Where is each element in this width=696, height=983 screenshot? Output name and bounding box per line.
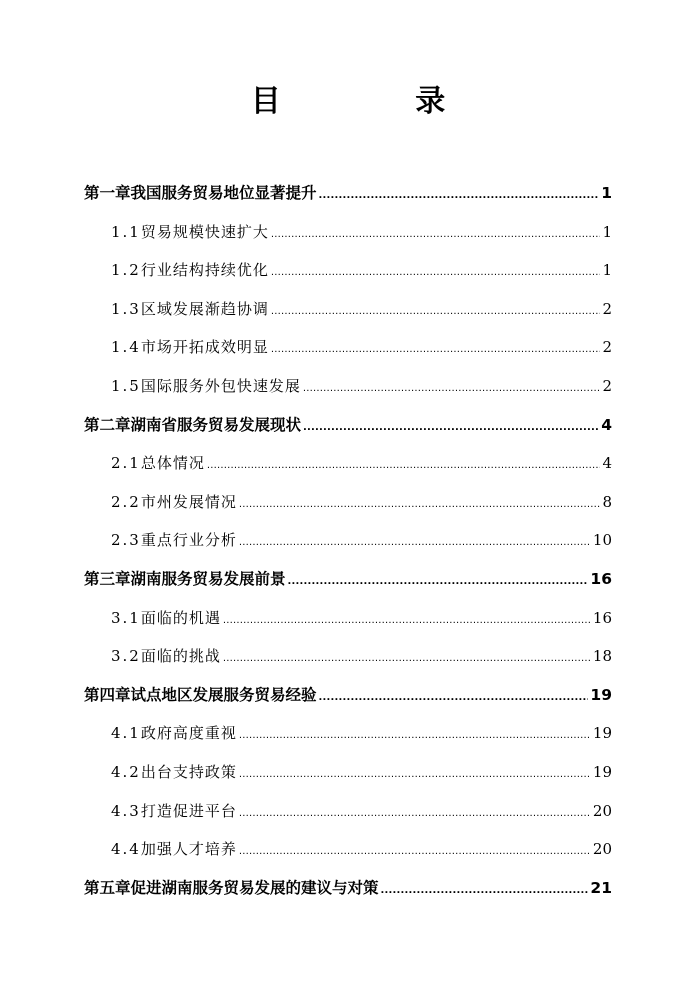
section-title: 区域发展渐趋协调 — [140, 299, 269, 318]
page-number: 2 — [602, 299, 612, 318]
page-title: 目 录 — [250, 84, 508, 119]
section-title: 面临的挑战 — [140, 647, 221, 666]
page-number: 2 — [602, 376, 612, 395]
toc-section-2-1[interactable] — [84, 444, 612, 483]
page-number: 4 — [602, 454, 612, 473]
page-number: 8 — [602, 492, 612, 511]
section-number: 1.1 — [111, 222, 141, 241]
section-title: 政府高度重视 — [140, 724, 237, 743]
dot-leader — [271, 290, 601, 332]
chapter-title: 湖南服务贸易发展前景 — [130, 569, 286, 588]
page-number: 19 — [592, 724, 612, 743]
toc-section-2-3[interactable] — [84, 521, 612, 560]
chapter-title: 我国服务贸易地位显著提升 — [130, 184, 317, 202]
page-number: 16 — [590, 569, 612, 588]
section-title: 市场开拓成效明显 — [140, 338, 269, 357]
toc-chapter-2[interactable] — [84, 406, 612, 445]
dot-leader — [223, 599, 591, 641]
dot-leader — [239, 483, 601, 525]
toc-section-4-1[interactable] — [84, 714, 612, 753]
toc-section-1-1[interactable] — [84, 213, 612, 252]
page-number: 20 — [592, 801, 612, 820]
toc-chapter-5[interactable] — [84, 869, 612, 908]
toc-section-4-4[interactable] — [84, 830, 612, 869]
section-title: 市州发展情况 — [140, 492, 237, 511]
toc-section-4-2[interactable] — [84, 753, 612, 792]
page-number: 19 — [590, 685, 612, 704]
section-number: 2.1 — [111, 454, 141, 473]
page-number: 19 — [592, 762, 612, 781]
section-title: 贸易规模快速扩大 — [140, 222, 269, 241]
dot-leader — [239, 830, 591, 872]
section-title: 加强人才培养 — [140, 840, 237, 859]
toc-section-3-2[interactable] — [84, 637, 612, 676]
page-number: 1 — [602, 222, 612, 241]
toc-chapter-3[interactable] — [84, 560, 612, 599]
section-title: 国际服务外包快速发展 — [140, 376, 301, 395]
page-number: 4 — [601, 415, 612, 434]
dot-leader — [288, 560, 589, 602]
section-number: 2.2 — [111, 492, 141, 511]
chapter-number: 第一章 — [84, 184, 131, 202]
section-number: 4.1 — [111, 724, 141, 743]
dot-leader — [303, 367, 601, 409]
section-title: 重点行业分析 — [140, 531, 237, 550]
toc-chapter-4[interactable] — [84, 676, 612, 715]
section-number: 4.2 — [111, 762, 141, 781]
dot-leader — [271, 328, 601, 370]
section-number: 2.3 — [111, 531, 141, 550]
section-number: 3.2 — [111, 647, 141, 666]
toc-section-1-4[interactable] — [84, 328, 612, 367]
dot-leader — [239, 521, 591, 563]
toc-section-1-5[interactable] — [84, 367, 612, 406]
page-number: 21 — [590, 878, 612, 897]
page-number: 20 — [592, 840, 612, 859]
section-title: 总体情况 — [140, 454, 205, 473]
toc-section-3-1[interactable] — [84, 599, 612, 638]
dot-leader — [319, 174, 600, 216]
page-number: 18 — [592, 647, 612, 666]
section-number: 3.1 — [111, 608, 141, 627]
page-number: 1 — [601, 184, 612, 202]
section-title: 出台支持政策 — [140, 762, 237, 781]
section-number: 4.4 — [111, 840, 141, 859]
chapter-title: 湖南省服务贸易发展现状 — [130, 415, 302, 434]
section-title: 面临的机遇 — [140, 608, 221, 627]
dot-leader — [239, 714, 591, 756]
section-title: 行业结构持续优化 — [140, 261, 269, 280]
dot-leader — [303, 406, 599, 448]
chapter-title: 促进湖南服务贸易发展的建议与对策 — [130, 878, 379, 897]
toc-section-1-2[interactable] — [84, 251, 612, 290]
toc-chapter-1[interactable] — [84, 174, 612, 213]
section-number: 1.3 — [111, 299, 141, 318]
page-number: 1 — [602, 261, 612, 280]
chapter-number: 第四章 — [84, 685, 131, 704]
section-number: 1.4 — [111, 338, 141, 357]
dot-leader — [239, 753, 591, 795]
dot-leader — [319, 676, 589, 718]
page-number: 10 — [592, 531, 612, 550]
dot-leader — [223, 637, 591, 679]
toc-section-1-3[interactable] — [84, 290, 612, 329]
dot-leader — [207, 444, 601, 486]
section-number: 4.3 — [111, 801, 141, 820]
chapter-title: 试点地区发展服务贸易经验 — [130, 685, 317, 704]
dot-leader — [381, 869, 589, 911]
toc-section-4-3[interactable] — [84, 792, 612, 831]
chapter-number: 第三章 — [84, 569, 131, 588]
page-number: 2 — [602, 338, 612, 357]
dot-leader — [271, 251, 601, 293]
section-number: 1.5 — [111, 376, 141, 395]
chapter-number: 第五章 — [84, 878, 131, 897]
section-number: 1.2 — [111, 261, 141, 280]
dot-leader — [271, 213, 601, 255]
table-of-contents — [84, 174, 612, 907]
page-number: 16 — [592, 608, 612, 627]
toc-section-2-2[interactable] — [84, 483, 612, 522]
dot-leader — [239, 792, 591, 834]
section-title: 打造促进平台 — [140, 801, 237, 820]
chapter-number: 第二章 — [84, 415, 131, 434]
